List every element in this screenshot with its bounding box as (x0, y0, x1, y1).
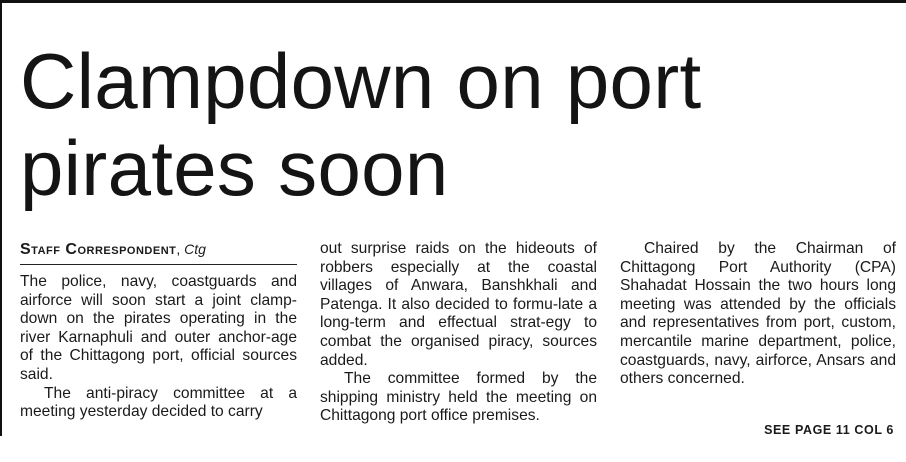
headline-line-2: pirates soon (20, 124, 449, 212)
headline-line-1: Clampdown on port (20, 37, 702, 125)
paragraph-1: The police, navy, coastguards and airforce will soon start a joint clamp-down on the pirates operating in the river Karnaphuli and outer anchor-age of the Chittagong port, official sources said. (20, 273, 297, 383)
paragraph-3: The committee formed by the shipping ministry held the meeting on Chittagong port office premises. (320, 370, 597, 425)
paragraph-2-continued: out surprise raids on the hideouts of robbers especially at the coastal villages of Anwara, Banshkhali and Patenga. It also decided to formu-late a long-term and effectual strat-egy to combat the organised piracy, sources added. (320, 240, 597, 369)
article-column-3 (620, 240, 896, 389)
byline (20, 240, 297, 265)
article-column-1 (20, 240, 297, 422)
headline (20, 38, 890, 212)
byline-place: Ctg (184, 241, 206, 257)
continuation-note: SEE PAGE 11 COL 6 (764, 423, 894, 437)
paragraph-4: Chaired by the Chairman of Chittagong Port Authority (CPA) Shahadat Hossain the two hours long meeting was attended by the officials and representatives from port, custom, mercantile marine department, police, coastguards, navy, airforce, Ansars and others concerned. (620, 240, 896, 388)
byline-name: Staff Correspondent (20, 241, 177, 258)
left-rule (0, 0, 2, 436)
paragraph-2: The anti-piracy committee at a meeting yesterday decided to carry (20, 384, 297, 421)
article-column-2 (320, 240, 597, 426)
top-rule (0, 0, 906, 3)
byline-separator: , (176, 241, 181, 257)
